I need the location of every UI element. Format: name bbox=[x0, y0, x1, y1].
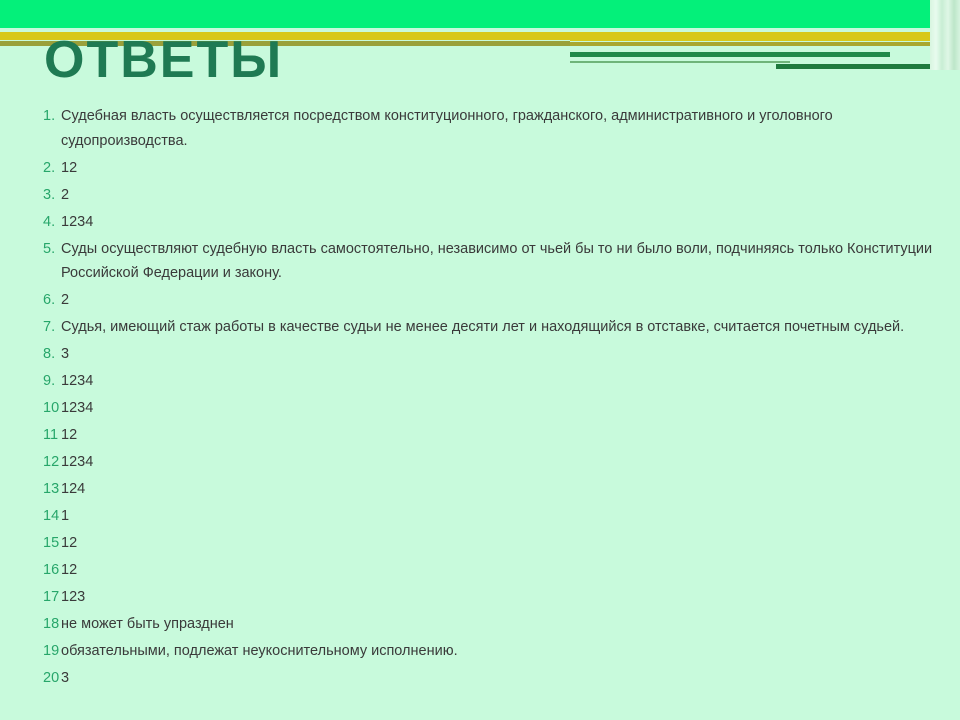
answer-item bbox=[0, 369, 960, 394]
answer-item bbox=[0, 423, 960, 448]
answer-number: 8. bbox=[43, 346, 56, 362]
stripe-dark-green-3 bbox=[776, 64, 944, 69]
page-title: ОТВЕТЫ bbox=[44, 31, 284, 89]
answer-number: 1. bbox=[43, 108, 56, 124]
answer-text: 124 bbox=[61, 481, 86, 497]
answer-text: 1 bbox=[61, 508, 70, 524]
stripe-dark-green-1 bbox=[570, 52, 890, 57]
answer-number: 9. bbox=[43, 373, 56, 389]
stripe-olive-right bbox=[570, 42, 930, 46]
answer-text: 2 bbox=[61, 292, 70, 308]
answer-item bbox=[0, 612, 960, 637]
answer-item bbox=[0, 477, 960, 502]
top-green-band bbox=[0, 0, 960, 28]
answer-item bbox=[0, 342, 960, 367]
answer-number: 14 bbox=[43, 508, 60, 524]
answer-item bbox=[0, 315, 960, 340]
answer-number: 18 bbox=[43, 616, 60, 632]
answer-text: 2 bbox=[61, 186, 70, 203]
answer-text: 1234 bbox=[61, 213, 94, 230]
answer-number: 15 bbox=[43, 535, 60, 551]
answer-number: 7. bbox=[43, 319, 56, 335]
answer-item bbox=[0, 288, 960, 313]
answer-number: 6. bbox=[43, 292, 56, 308]
answer-number: 20 bbox=[43, 670, 60, 686]
answer-item bbox=[0, 450, 960, 475]
answer-number: 4. bbox=[43, 213, 56, 230]
answer-text: 123 bbox=[61, 589, 86, 605]
answer-item bbox=[0, 585, 960, 610]
answer-item bbox=[0, 531, 960, 556]
stripe-dark-green-2 bbox=[570, 61, 790, 63]
answers-list bbox=[0, 104, 960, 693]
answer-text: 1234 bbox=[61, 454, 94, 470]
answer-number: 5. bbox=[43, 240, 56, 257]
answer-text: Судья, имеющий стаж работы в качестве судьи не менее десяти лет и находящийся в отставке, считается почетным судьей. bbox=[61, 319, 905, 335]
answer-text: 3 bbox=[61, 670, 70, 686]
answer-item bbox=[0, 237, 960, 286]
answer-item bbox=[0, 183, 960, 208]
answer-item bbox=[0, 156, 960, 181]
answer-text: не может быть упразднен bbox=[61, 616, 234, 632]
answer-number: 10 bbox=[43, 400, 60, 416]
answer-number: 19 bbox=[43, 643, 60, 659]
answer-number: 12 bbox=[43, 454, 60, 470]
answer-text: 12 bbox=[61, 535, 78, 551]
answer-text: 1234 bbox=[61, 400, 94, 416]
answer-item bbox=[0, 104, 960, 153]
answer-item bbox=[0, 504, 960, 529]
answer-item bbox=[0, 210, 960, 235]
answer-number: 11 bbox=[43, 427, 59, 443]
answer-text: 12 bbox=[61, 562, 78, 578]
answer-number: 17 bbox=[43, 589, 60, 605]
answer-text: 12 bbox=[61, 427, 78, 443]
stripe-right-edge bbox=[930, 0, 960, 70]
answer-number: 16 bbox=[43, 562, 60, 578]
answer-text: 1234 bbox=[61, 373, 94, 389]
answer-number: 3. bbox=[43, 186, 56, 203]
answer-item bbox=[0, 558, 960, 583]
answer-number: 13 bbox=[43, 481, 60, 497]
answer-item bbox=[0, 396, 960, 421]
answer-text: обязательными, подлежат неукоснительному исполнению. bbox=[61, 643, 458, 659]
answer-item bbox=[0, 666, 960, 691]
stripe-yellow-right bbox=[570, 32, 930, 41]
answer-text: 12 bbox=[61, 159, 78, 176]
answer-text: Судебная власть осуществляется посредством конституционного, гражданского, административного и уголовного судопроизводства. bbox=[61, 108, 833, 149]
answer-number: 2. bbox=[43, 159, 56, 176]
answer-text: 3 bbox=[61, 346, 70, 362]
answer-text: Суды осуществляют судебную власть самостоятельно, независимо от чьей бы то ни было воли, подчиняясь только Конституции Российской Федерации и закону. bbox=[61, 240, 933, 281]
answer-item bbox=[0, 639, 960, 664]
